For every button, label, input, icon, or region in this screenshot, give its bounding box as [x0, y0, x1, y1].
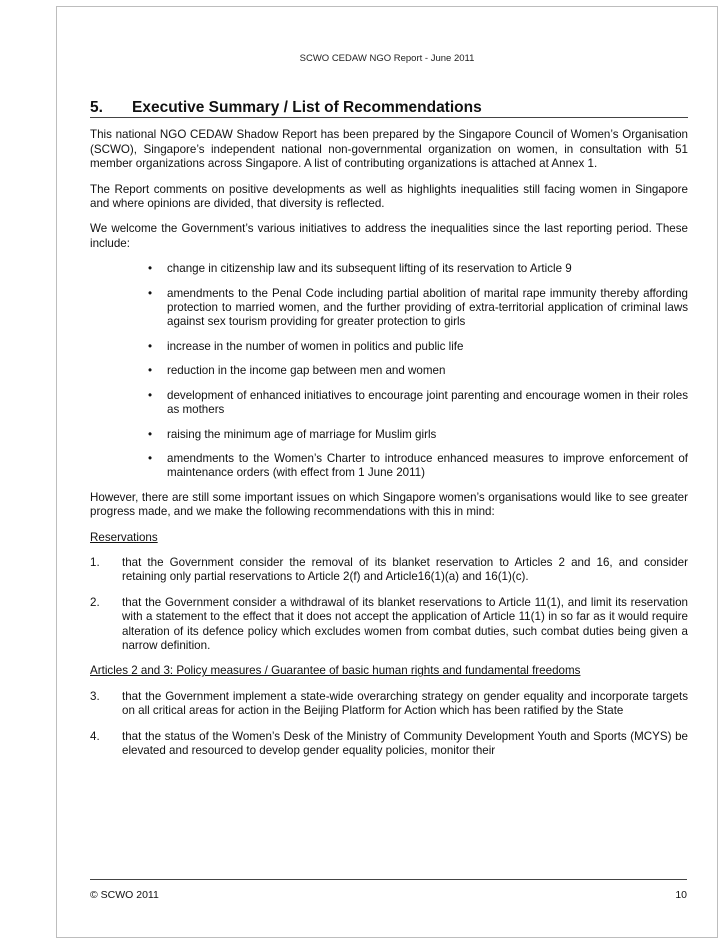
recommendation-number: 3. — [90, 689, 100, 703]
page-number: 10 — [675, 889, 687, 901]
recommendation-number: 2. — [90, 595, 100, 609]
bullet-icon: • — [148, 262, 153, 276]
section-heading — [90, 101, 688, 118]
list-item: • change in citizenship law and its subsequent lifting of its reservation to Article 9 — [148, 262, 572, 276]
page-footer — [90, 879, 687, 901]
list-item: • reduction in the income gap between men and women — [148, 364, 446, 378]
bullet-icon: • — [148, 427, 153, 441]
list-item: • development of enhanced initiatives to encourage joint parenting and encourage women in their roles as mothers — [148, 388, 688, 417]
recommendation-item — [90, 556, 688, 585]
recommendation-text: that the status of the Women’s Desk of the Ministry of Community Development Youth and Sports (MCYS) be elevated and resourced to develop gender equality policies, monitor their — [122, 729, 688, 757]
recommendation-item — [90, 690, 688, 719]
recommendation-number: 1. — [90, 555, 100, 569]
list-item: • increase in the number of women in politics and public life — [148, 339, 464, 353]
document-page — [56, 6, 718, 938]
list-item: • amendments to the Women’s Charter to introduce enhanced measures to improve enforcement of maintenance orders (with effect from 1 June 2011) — [148, 451, 688, 480]
section-number: 5. — [90, 99, 103, 116]
section-title: Executive Summary / List of Recommendations — [132, 99, 482, 116]
list-item: • amendments to the Penal Code including partial abolition of marital rape immunity thereby affording protection to married women, and the further providing of extra-territorial application of criminal laws against sex tourism providing for greater protection to girls — [148, 286, 688, 329]
bullet-icon: • — [148, 364, 153, 378]
recommendation-item — [90, 730, 688, 759]
welcome-paragraph: We welcome the Government’s various initiatives to address the inequalities since the last reporting period. These include: — [90, 222, 688, 250]
articles-heading: Articles 2 and 3: Policy measures / Guarantee of basic human rights and fundamental freedoms — [90, 664, 581, 678]
running-header: SCWO CEDAW NGO Report - June 2011 — [299, 53, 475, 64]
bullet-icon: • — [148, 388, 153, 402]
recommendation-number: 4. — [90, 729, 100, 743]
page-body — [90, 101, 688, 769]
reservations-heading: Reservations — [90, 530, 158, 544]
recommendation-item — [90, 596, 688, 654]
closing-paragraph: However, there are still some important issues on which Singapore women’s organisations would like to see greater progress made, and we make the following recommendations with this in mind: — [90, 490, 688, 519]
intro-paragraph: This national NGO CEDAW Shadow Report has been prepared by the Singapore Council of Women’s Organisation (SCWO), Singapore’s independent national non-governmental organization on women, in consultation with 51 member organizations across Singapore. A list of contributing organizations is attached at Annex 1. — [90, 128, 688, 171]
recommendation-text: that the Government implement a state-wide overarching strategy on gender equality and incorporate targets on all critical areas for action in the Beijing Platform for Action which has been ratified by the State — [122, 689, 688, 718]
report-paragraph: The Report comments on positive developments as well as highlights inequalities still facing women in Singapore and where opinions are divided, that diversity is reflected. — [90, 182, 688, 211]
copyright-text: © SCWO 2011 — [90, 889, 159, 901]
bullet-icon: • — [148, 286, 153, 300]
list-item: • raising the minimum age of marriage for Muslim girls — [148, 427, 437, 441]
recommendation-text: that the Government consider a withdrawal of its blanket reservations to Article 11(1), and limit its reservation with a statement to the effect that it does not accept the application of Article 11(1) in so far as it would require alteration of its defence policy which excludes women from combat duties, such combat duties being given a narrow definition. — [122, 595, 688, 652]
bullet-icon: • — [148, 451, 153, 465]
bullet-icon: • — [148, 339, 153, 353]
initiatives-list — [90, 262, 688, 480]
recommendation-text: that the Government consider the removal of its blanket reservation to Articles 2 and 16, and consider retaining only partial reservations to Article 2(f) and Article16(1)(a) and 16(1)(c). — [122, 555, 688, 584]
